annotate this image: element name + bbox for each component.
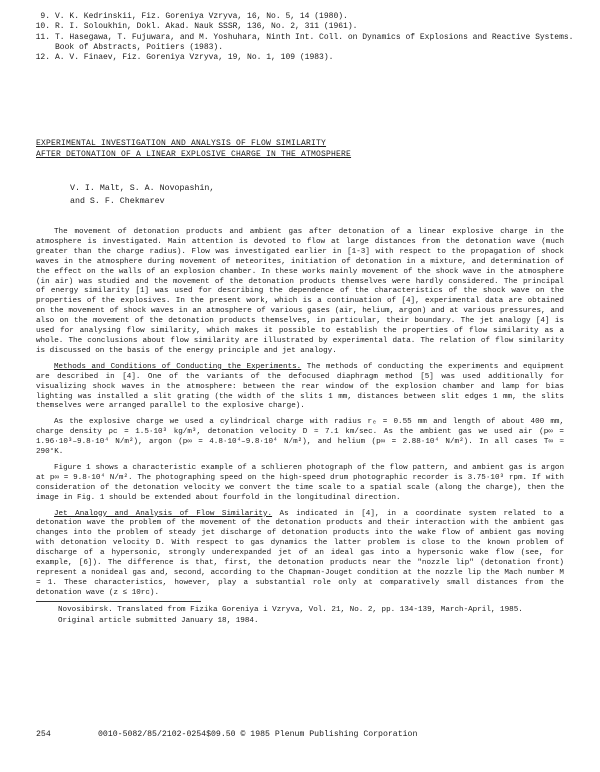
reference-item xyxy=(31,53,576,63)
copyright-line: 0010-5082/85/2102-0254$09.50 © 1985 Plenum Publishing Corporation xyxy=(98,730,418,739)
authors-line-2: and S. F. Chekmarev xyxy=(70,196,165,206)
reference-text: A. V. Finaev, Fiz. Goreniya Vzryva, 19, No. 1, 109 (1983). xyxy=(55,53,334,63)
paragraph-intro: The movement of detonation products and ambient gas after detonation of a linear explosive charge in the atmosphere is investigated. Main attention is devoted to flow at large distances from the detonation wave (much greater than the charge radius). Flow was investigated earlier in [1-3] with respect to the propagation of shock waves in the atmosphere during movement of meteorites, initiation of detonation in a mixture, and determination of the effect on the walls of an explosion chamber. In these works mainly movement of the shock wave in the atmosphere (in air) was studied and the movement of the detonation products themselves were hardly considered. The principal of energy similarity [1] was used for describing the dependence of the characteristics of the shock wave on the properties of the explosives. In the present work, which is a continuation of [4], experimental data are obtained on the movement of shock waves in an atmosphere of various gases (air, helium, argon) and at various pressures, and also on the movement of the detonation products themselves, in particular, their boundary. The jet analogy [4] is used for analysing flow similarity, which makes it possible to establish the properties of flow similarity as a whole. The conclusions about flow similarity are illustrated by experimental data. The relation of flow similarity is discussed on the basis of the energy principle and jet analogy. xyxy=(36,228,564,355)
reference-number: 10. xyxy=(35,22,50,32)
reference-number: 11. xyxy=(35,32,50,42)
reference-item xyxy=(31,12,576,22)
section-heading-jet-analogy: Jet Analogy and Analysis of Flow Similarity. xyxy=(54,509,273,518)
paragraph-jet-analogy xyxy=(36,510,564,599)
title-line-1: EXPERIMENTAL INVESTIGATION AND ANALYSIS OF FLOW SIMILARITY xyxy=(36,139,327,148)
reference-list xyxy=(31,12,576,63)
reference-number: 9. xyxy=(40,12,50,21)
article-title xyxy=(36,138,556,160)
title-line-2: AFTER DETONATION OF A LINEAR EXPLOSIVE CHARGE IN THE ATMOSPHERE xyxy=(36,150,352,159)
author-list xyxy=(70,183,214,208)
reference-text: T. Hasegawa, T. Fujuwara, and M. Yoshuhara, Ninth Int. Coll. on Dynamics of Explosions and Reactive Systems. Book of Abstracts, Poitiers (1983). xyxy=(55,32,574,52)
paragraph-charge: As the explosive charge we used a cylindrical charge with radius rₑ = 0.55 mm and length of about 400 mm, charge density ρc = 1.5·10³ kg/m³, detonation velocity D ≈ 7.1 km/sec. As the ambient gas we used air (p∞ = 1.96·10³–9.8·10⁴ N/m²), argon (p∞ = 4.8·10⁴–9.8·10⁴ N/m²), and helium (p∞ = 2.88·10⁴ N/m²). In all cases T∞ ≈ 290°K. xyxy=(36,418,564,457)
section-heading-methods: Methods and Conditions of Conducting the Experiments. xyxy=(54,362,302,371)
reference-number: 12. xyxy=(35,53,50,63)
reference-item xyxy=(31,33,576,54)
paragraph-jet-analogy-text: As indicated in [4], in a coordinate system related to a detonation wave the problem of the movement of the detonation products and their interaction with the ambient gas changes into the problem of steady jet discharge of detonation products into the wake flow of ambient gas moving with detonation velocity D. With respect to gas dynamics the latter problem is close to the known problem of discharge of a hypersonic, strongly underexpanded jet of an ideal gas into a hypersonic wake flow (see, for example, [6]). The difference is that, first, the detonation products near the "nozzle lip" (detonation front) represent a nonideal gas and, second, according to the Chapman-Jouget condition at the nozzle lip the Mach number M = 1. These characteristics, however, play a substantial role only at comparatively small distances from the detonation wave (z ≤ 10rc). xyxy=(36,509,564,597)
reference-item xyxy=(31,22,576,32)
paragraph-methods-text: The methods of conducting the experiments and equipment are described in [4]. One of the variants of the defocused diaphragm method [5] was used additionally for visualizing shock waves in the atmosphere: between the rear window of the explosion chamber and lamp for bias lighting was installed a slit grating (the width of the slits 1 mm, distances between slit edges 1 mm, the slits themselves were arranged parallel to the explosive charge). xyxy=(36,362,565,411)
article-body xyxy=(36,228,564,605)
footnote: Novosibirsk. Translated from Fizika Goreniya i Vzryva, Vol. 21, No. 2, pp. 134-139, March-April, 1985. Original article submitted January 18, 1984. xyxy=(58,606,523,625)
footnote-divider xyxy=(36,601,201,602)
page-number: 254 xyxy=(36,730,51,739)
reference-text: V. K. Kedrinskii, Fiz. Goreniya Vzryva, 16, No. 5, 14 (1980). xyxy=(55,12,348,21)
page-footer xyxy=(36,730,564,739)
authors-line-1: V. I. Malt, S. A. Novopashin, xyxy=(70,184,215,193)
reference-text: R. I. Soloukhin, Dokl. Akad. Nauk SSSR, 136, No. 2, 311 (1961). xyxy=(55,22,358,32)
paragraph-methods xyxy=(36,363,564,413)
paragraph-figure: Figure 1 shows a characteristic example of a schlieren photograph of the flow pattern, and ambient gas is argon at p∞ = 9.8·10⁴ N/m². The photographing speed on the high-speed drum photographic recorder is 3.75·10³ rpm. If with consideration of the detonation velocity we convert the time scale to a spatial scale (along the charge), then the image in Fig. 1 should be extended about fourfold in the longitudinal direction. xyxy=(36,463,564,502)
